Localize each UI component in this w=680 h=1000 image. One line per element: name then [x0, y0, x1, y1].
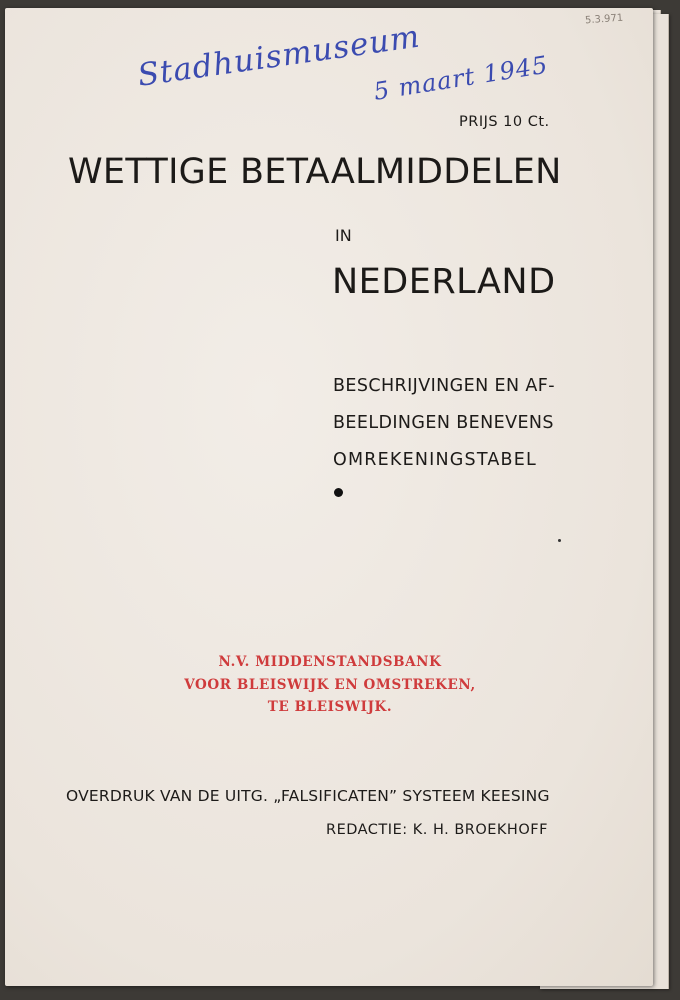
subtitle-line-1: BESCHRIJVINGEN EN AF-: [333, 376, 555, 396]
editor-credit: REDACTIE: K. H. BROEKHOFF: [326, 822, 548, 838]
archive-number: 5.3.971: [584, 12, 624, 27]
handwritten-museum-note: Stadhuismuseum: [135, 18, 423, 94]
paper-speck: [558, 539, 561, 542]
handwritten-date: 5 maart 1945: [371, 50, 551, 106]
bank-stamp-line-2: VOOR BLEISWIJK EN OMSTREKEN,: [184, 677, 476, 693]
bank-stamp-line-3: TE BLEISWIJK.: [267, 699, 393, 715]
title-connector: IN: [335, 226, 352, 245]
reprint-note: OVERDRUK VAN DE UITG. „FALSIFICATEN” SYSTEEM KEESING: [66, 787, 550, 805]
bullet-ornament: [334, 488, 343, 497]
subtitle-line-3: OMREKENINGSTABEL: [333, 450, 537, 470]
document-title: WETTIGE BETAALMIDDELEN: [68, 152, 562, 192]
price-label: PRIJS 10 Ct.: [459, 114, 550, 130]
bank-stamp-line-1: N.V. MIDDENSTANDSBANK: [218, 654, 442, 670]
subtitle-line-2: BEELDINGEN BENEVENS: [333, 413, 554, 433]
document-country: NEDERLAND: [332, 262, 556, 302]
